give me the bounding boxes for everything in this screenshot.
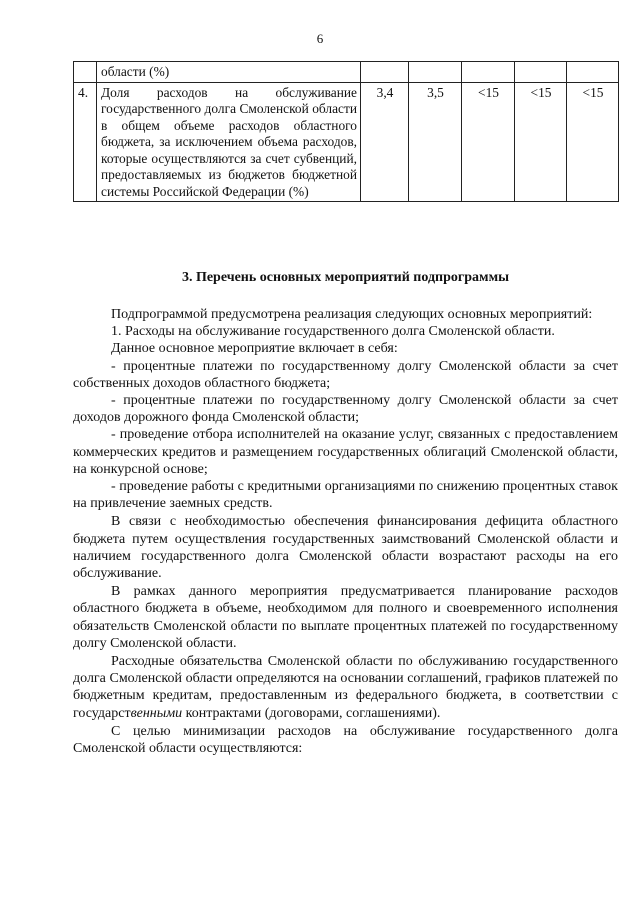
paragraph: - проведение работы с кредитными организациями по снижению процентных ставок на привлечение заемных средств.: [73, 479, 618, 512]
paragraph: - процентные платежи по государственному долгу Смоленской области за счет собственных доходов областного бюджета;: [73, 358, 618, 391]
value-cell: 3,4: [361, 82, 409, 202]
value-cell: [567, 62, 619, 83]
indicators-table: [73, 61, 619, 202]
row-number-cell: [74, 62, 97, 83]
value-cell: <15: [462, 82, 515, 202]
page-number: 6: [316, 31, 324, 46]
paragraph-text: контрактами (договорами, соглашениями).: [182, 705, 441, 721]
paragraph: - процентные платежи по государственному долгу Смоленской области за счет доходов дорожного фонда Смоленской области;: [73, 393, 618, 426]
value-cell: 3,5: [409, 82, 462, 202]
paragraph: 1. Расходы на обслуживание государственного долга Смоленской области.: [111, 324, 555, 340]
section-heading: 3. Перечень основных мероприятий подпрограммы: [181, 270, 510, 285]
row-description-cell: области (%): [97, 62, 361, 83]
paragraph: Подпрограммой предусмотрена реализация следующих основных мероприятий:: [111, 307, 593, 322]
value-cell: <15: [515, 82, 567, 202]
paragraph: С целью минимизации расходов на обслуживание государственного долга Смоленской области осуществляются:: [73, 723, 618, 757]
body-text: [73, 306, 618, 757]
row-description-cell: Доля расходов на обслуживание государственного долга Смоленской области в общем объеме расходов областного бюджета, за исключением объема расходов, которые осуществляются за счет субвенций, предоставляемых из бюджетов бюджетной системы Российской Федерации (%): [97, 82, 361, 202]
paragraph: [73, 653, 618, 722]
value-cell: [409, 62, 462, 83]
value-cell: [361, 62, 409, 83]
paragraph: В связи с необходимостью обеспечения финансирования дефицита областного бюджета путем осуществления государственных заимствований Смоленской области и наличием государственного долга Смоленской области возрастают расходы на его обслуживание.: [73, 514, 618, 582]
value-cell: [515, 62, 567, 83]
italic-text: венными: [130, 705, 183, 721]
table-row: [74, 62, 619, 83]
paragraph: Данное основное мероприятие включает в себя:: [111, 341, 398, 357]
paragraph: - проведение отбора исполнителей на оказание услуг, связанных с предоставлением коммерческих кредитов и размещением государственных облигаций Смоленской области, на конкурсной основе;: [73, 427, 618, 477]
paragraph-text: Расходные обязательства Смоленской области по обслуживанию государственного долга Смоленской области определяются на основании соглашений, графиков платежей по бюджетным кредитам, предоставленным из федерального бюджета, в соответствии с государст: [73, 654, 618, 721]
table-row: [74, 82, 619, 202]
row-number-cell: 4.: [74, 82, 97, 202]
value-cell: [462, 62, 515, 83]
paragraph: В рамках данного мероприятия предусматривается планирование расходов областного бюджета в объеме, необходимом для полного и своевременного исполнения обязательств Смоленской области по выплате процентных платежей по государственному долгу Смоленской области.: [73, 584, 618, 651]
value-cell: <15: [567, 82, 619, 202]
